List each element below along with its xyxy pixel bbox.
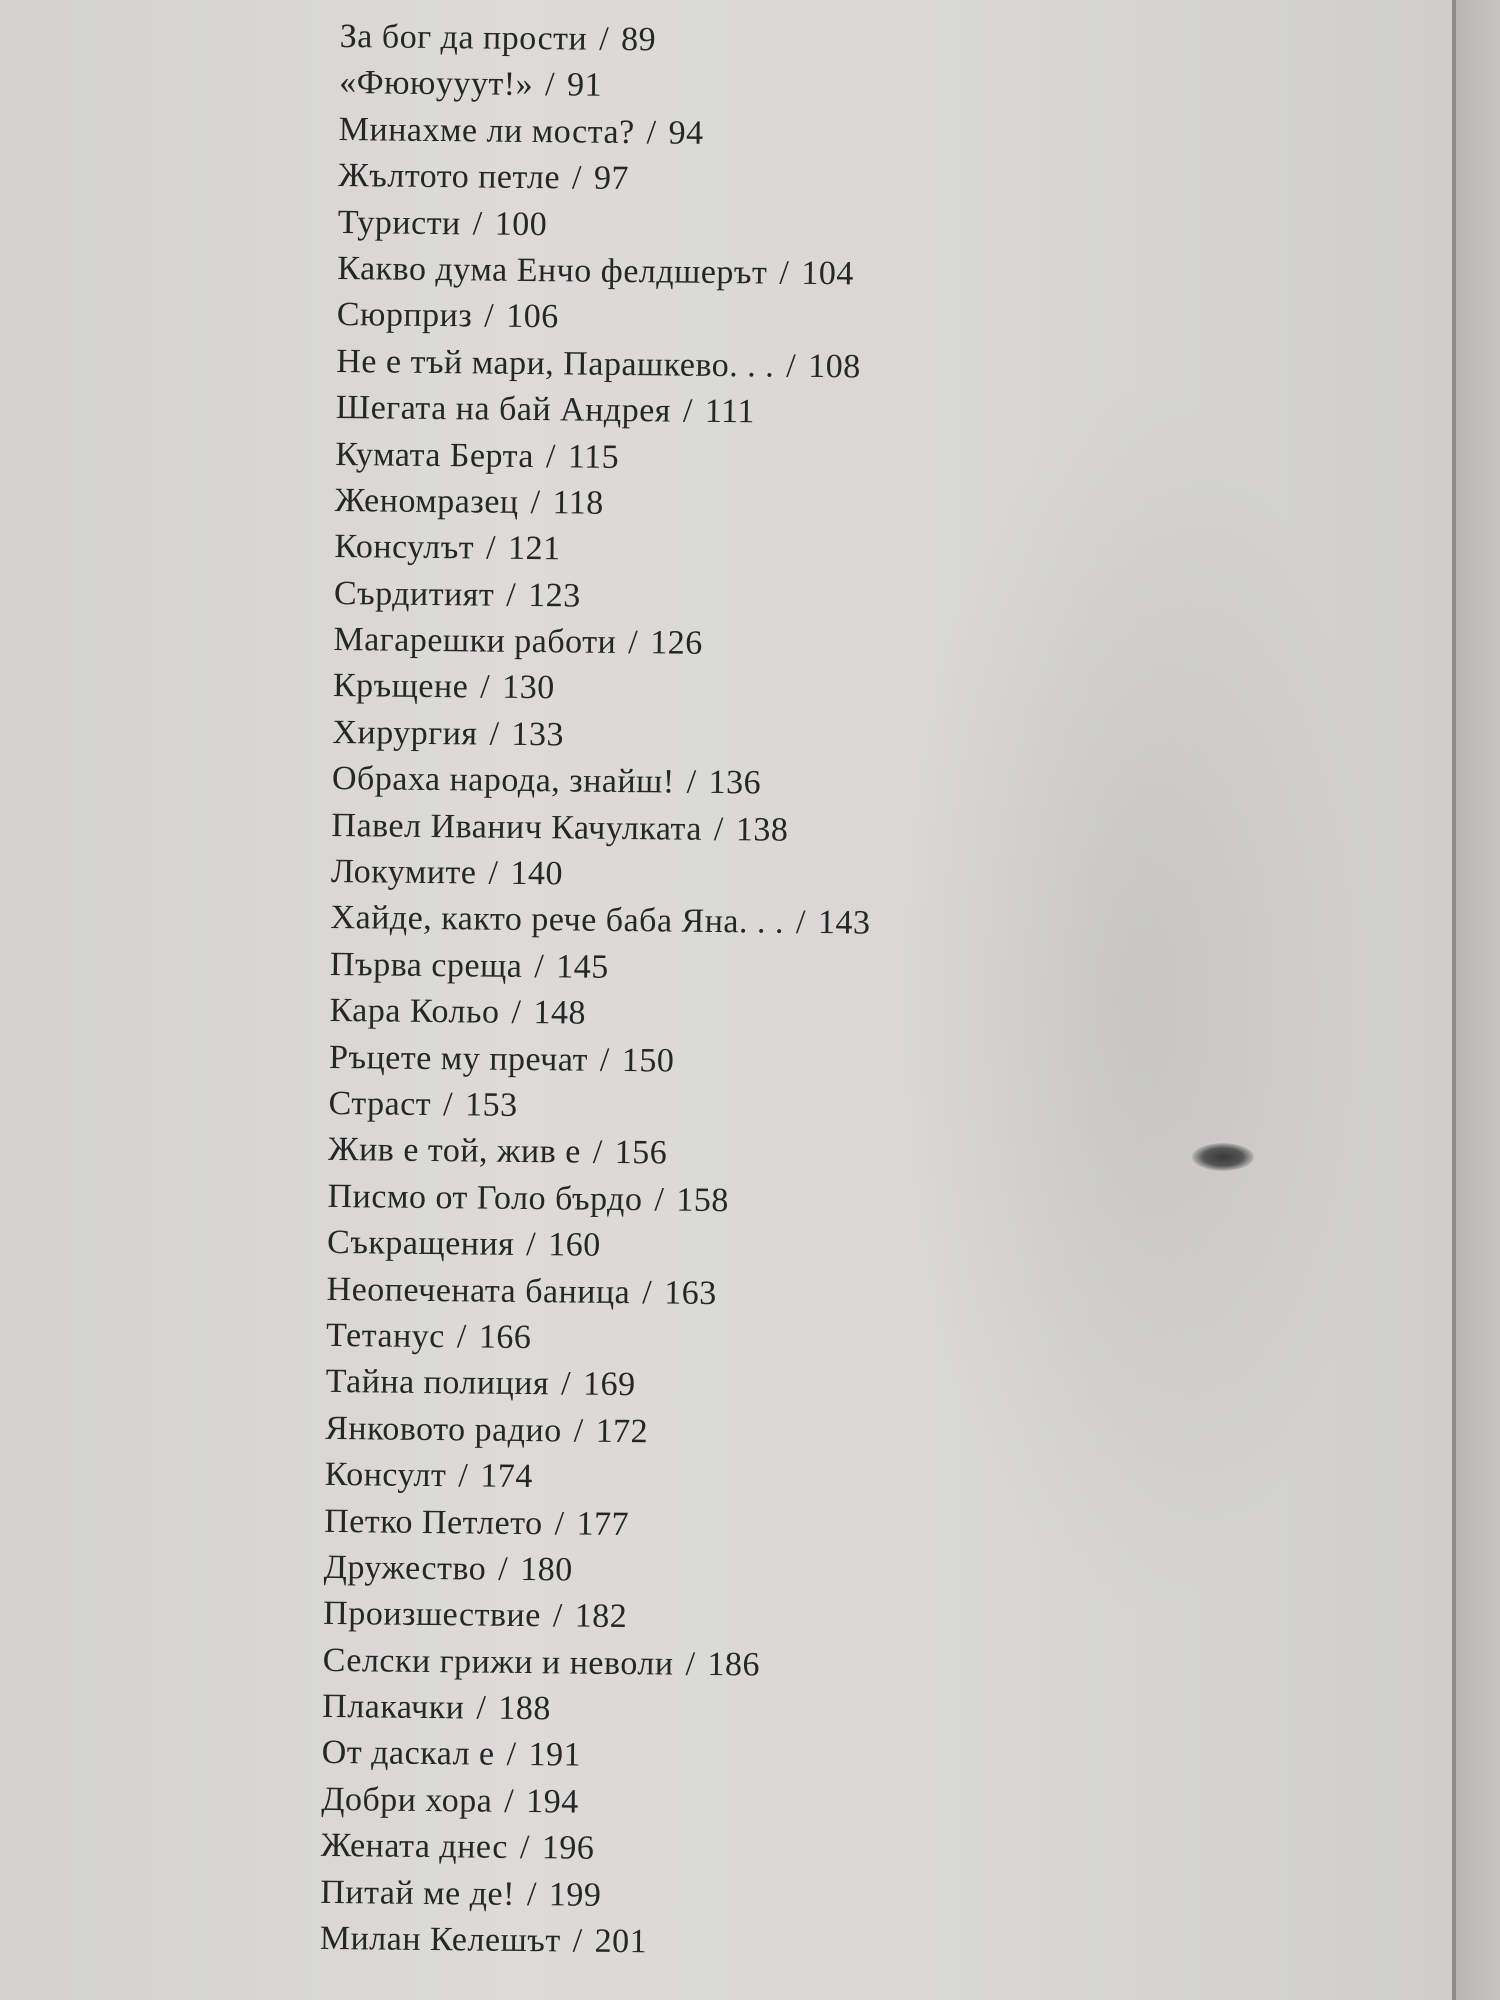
toc-entry	[323, 1545, 863, 1597]
toc-entry	[332, 710, 872, 762]
toc-entry-page: 156	[614, 1134, 668, 1172]
toc-entry	[320, 1870, 860, 1922]
toc-entry-title: За бог да прости	[339, 17, 588, 58]
toc-entry	[330, 895, 870, 947]
toc-separator: /	[545, 437, 557, 475]
toc-separator: /	[485, 529, 497, 567]
toc-entry-title: Кръщене	[332, 667, 469, 706]
toc-entry-page: 140	[510, 854, 564, 893]
toc-entry-title: Минахме ли моста?	[338, 110, 635, 151]
toc-entry-page: 138	[735, 810, 789, 849]
toc-entry	[323, 1638, 863, 1690]
toc-entry	[325, 1406, 865, 1458]
toc-entry-title: Неопечената баница	[326, 1270, 631, 1311]
toc-entry	[338, 200, 878, 252]
toc-separator: /	[646, 114, 657, 152]
toc-entry-title: От даскал е	[321, 1734, 495, 1774]
toc-entry	[333, 663, 873, 715]
toc-entry-page: 104	[801, 254, 855, 293]
toc-entry-page: 91	[566, 66, 603, 105]
toc-entry	[322, 1684, 862, 1736]
toc-separator: /	[571, 159, 583, 197]
toc-separator: /	[530, 483, 541, 522]
toc-separator: /	[686, 763, 697, 802]
toc-entry	[326, 1266, 866, 1318]
toc-entry-page: 121	[507, 530, 561, 568]
toc-entry	[331, 849, 871, 901]
toc-entry-page: 94	[668, 114, 704, 152]
toc-separator: /	[682, 392, 694, 430]
toc-entry-title: Хайде, както рече баба Яна. . .	[330, 899, 785, 942]
toc-separator: /	[506, 576, 517, 614]
toc-separator: /	[628, 624, 639, 662]
toc-entry-title: Страст	[328, 1084, 432, 1123]
toc-entry-title: Магарешки работи	[333, 621, 617, 662]
toc-separator: /	[552, 1597, 563, 1635]
toc-entry-page: 100	[494, 205, 548, 243]
toc-separator: /	[642, 1273, 653, 1311]
toc-entry-title: Женомразец	[334, 481, 519, 521]
toc-entry	[329, 988, 869, 1040]
toc-separator: /	[476, 1689, 487, 1727]
toc-entry-title: Тайна полиция	[325, 1363, 550, 1403]
toc-entry	[327, 1220, 867, 1272]
toc-separator: /	[526, 1875, 538, 1913]
toc-entry	[324, 1452, 864, 1504]
toc-entry	[334, 524, 874, 576]
toc-entry	[333, 617, 873, 669]
toc-entry-page: 133	[511, 715, 565, 754]
toc-separator: /	[526, 1226, 537, 1264]
toc-entry-title: Кумата Берта	[335, 435, 535, 475]
toc-entry-page: 153	[464, 1086, 518, 1124]
toc-separator: /	[654, 1181, 665, 1219]
toc-separator: /	[504, 1782, 515, 1820]
toc-separator: /	[506, 1736, 517, 1774]
toc-entry-page: 186	[707, 1645, 761, 1684]
toc-entry-title: Жената днес	[320, 1827, 509, 1867]
toc-entry-title: Тетанус	[325, 1316, 446, 1356]
show-through-shadow	[900, 380, 1380, 1620]
toc-separator: /	[560, 1365, 572, 1403]
toc-entry-title: Писмо от Голо бърдо	[327, 1177, 643, 1218]
toc-entry-title: «Фююууут!»	[339, 64, 534, 104]
toc-entry-title: Милан Келешът	[319, 1919, 561, 1960]
toc-entry	[320, 1916, 860, 1968]
toc-entry-title: Добри хора	[321, 1780, 493, 1820]
toc-entry-title: Съкращения	[326, 1224, 515, 1264]
toc-entry	[339, 107, 879, 159]
toc-entry-page: 89	[620, 20, 657, 59]
toc-separator: /	[534, 947, 545, 986]
toc-separator: /	[488, 854, 499, 892]
toc-entry	[325, 1359, 865, 1411]
toc-separator: /	[592, 1134, 603, 1172]
toc-separator: /	[489, 715, 500, 753]
toc-entry-page: 123	[528, 576, 581, 615]
toc-entry-page: 108	[808, 347, 861, 386]
toc-entry-title: Плакачки	[322, 1687, 465, 1727]
toc-entry-title: Какво дума Енчо фелдшерът	[337, 249, 768, 292]
toc-entry-page: 180	[520, 1550, 573, 1589]
toc-entry-page: 188	[498, 1689, 552, 1728]
toc-entry	[328, 1127, 868, 1179]
toc-entry-page: 182	[574, 1597, 628, 1636]
toc-entry	[335, 431, 875, 483]
toc-entry	[326, 1313, 866, 1365]
toc-entry	[336, 339, 876, 391]
toc-entry-title: Селски грижи и неволи	[322, 1641, 674, 1683]
toc-entry	[329, 1035, 869, 1087]
ink-blot	[1192, 1143, 1254, 1171]
toc-entry-page: 115	[567, 437, 620, 476]
toc-entry-page: 163	[664, 1274, 717, 1312]
toc-entry-page: 199	[548, 1875, 602, 1914]
toc-separator: /	[795, 904, 807, 942]
toc-entry	[328, 1081, 868, 1133]
toc-separator: /	[685, 1645, 696, 1683]
toc-separator: /	[599, 1041, 611, 1079]
toc-entry	[337, 246, 877, 298]
toc-entry-page: 177	[576, 1505, 630, 1543]
toc-entry-page: 136	[708, 764, 762, 802]
toc-entry	[327, 1174, 867, 1226]
toc-separator: /	[573, 1412, 584, 1450]
toc-separator: /	[498, 1550, 509, 1588]
toc-entry-title: Ръцете му пречат	[328, 1038, 589, 1079]
toc-entry	[337, 292, 877, 344]
toc-entry-page: 191	[528, 1736, 582, 1775]
toc-separator: /	[456, 1318, 468, 1356]
toc-separator: /	[519, 1829, 531, 1867]
toc-separator: /	[544, 66, 556, 104]
toc-entry-title: Питай ме де!	[320, 1873, 516, 1913]
toc-entry-title: Сюрприз	[336, 296, 473, 335]
toc-entry-title: Жив е той, жив е	[327, 1131, 582, 1171]
toc-entry-title: Павел Иванич Качулката	[331, 806, 703, 848]
table-of-contents	[320, 14, 880, 1968]
toc-entry-page: 97	[593, 159, 630, 198]
toc-entry-title: Локумите	[330, 852, 477, 892]
toc-entry-page: 158	[676, 1181, 730, 1219]
toc-entry-title: Петко Петлето	[324, 1502, 543, 1542]
toc-separator: /	[511, 994, 522, 1032]
toc-separator: /	[480, 668, 491, 707]
toc-entry-title: Сърдитият	[333, 574, 495, 614]
toc-entry	[339, 60, 879, 112]
toc-entry	[330, 942, 870, 994]
toc-entry	[336, 385, 876, 437]
toc-entry-title: Янковото радио	[324, 1409, 562, 1450]
toc-entry-page: 172	[595, 1412, 649, 1451]
toc-entry-title: Кара Кольо	[329, 992, 500, 1031]
toc-entry-page: 130	[502, 669, 555, 707]
toc-entry-title: Обраха народа, знайш!	[331, 760, 675, 801]
toc-entry	[324, 1498, 864, 1550]
toc-entry-title: Консулт	[324, 1456, 447, 1495]
toc-entry-title: Не е тъй мари, Парашкево. . .	[336, 342, 775, 385]
toc-entry-page: 111	[704, 392, 756, 431]
toc-entry-page: 201	[594, 1922, 648, 1961]
toc-entry-page: 196	[541, 1829, 595, 1867]
toc-separator: /	[442, 1086, 454, 1124]
toc-entry-page: 174	[480, 1457, 533, 1496]
next-page-strip	[1456, 0, 1500, 2000]
toc-entry-title: Хирургия	[332, 713, 478, 753]
toc-entry-page: 150	[621, 1041, 675, 1080]
toc-entry-page: 143	[817, 904, 871, 943]
toc-entry	[322, 1730, 862, 1782]
toc-entry-page: 166	[478, 1318, 532, 1357]
toc-entry	[323, 1591, 863, 1643]
toc-entry-page: 194	[526, 1782, 579, 1821]
toc-entry-page: 148	[533, 994, 587, 1032]
toc-entry	[338, 153, 878, 205]
toc-separator: /	[713, 810, 725, 848]
toc-separator: /	[572, 1922, 583, 1960]
toc-entry-title: Първа среща	[329, 945, 523, 985]
toc-entry-title: Консулът	[334, 528, 475, 567]
toc-entry-page: 106	[506, 298, 559, 336]
toc-entry-page: 126	[650, 624, 703, 662]
toc-entry-page: 160	[548, 1226, 601, 1264]
toc-entry-page: 169	[582, 1365, 636, 1404]
toc-separator: /	[554, 1504, 565, 1542]
toc-entry-page: 118	[552, 484, 604, 522]
toc-entry-title: Дружество	[323, 1548, 487, 1588]
toc-entry	[340, 14, 880, 66]
toc-entry	[332, 756, 872, 808]
toc-entry	[331, 803, 871, 855]
toc-entry-title: Произшествие	[323, 1595, 542, 1635]
toc-separator: /	[779, 254, 790, 292]
toc-entry-title: Шегата на бай Андрея	[335, 389, 672, 430]
toc-entry-page: 145	[556, 948, 609, 986]
toc-separator: /	[472, 204, 483, 243]
toc-separator: /	[599, 20, 610, 58]
toc-separator: /	[484, 297, 495, 335]
toc-separator: /	[458, 1457, 469, 1495]
toc-entry	[321, 1777, 861, 1829]
toc-separator: /	[786, 347, 797, 385]
toc-entry	[334, 571, 874, 623]
toc-entry	[321, 1823, 861, 1875]
toc-entry	[335, 478, 875, 530]
toc-entry-title: Туристи	[337, 203, 461, 242]
toc-entry-title: Жълтото петле	[338, 157, 561, 197]
